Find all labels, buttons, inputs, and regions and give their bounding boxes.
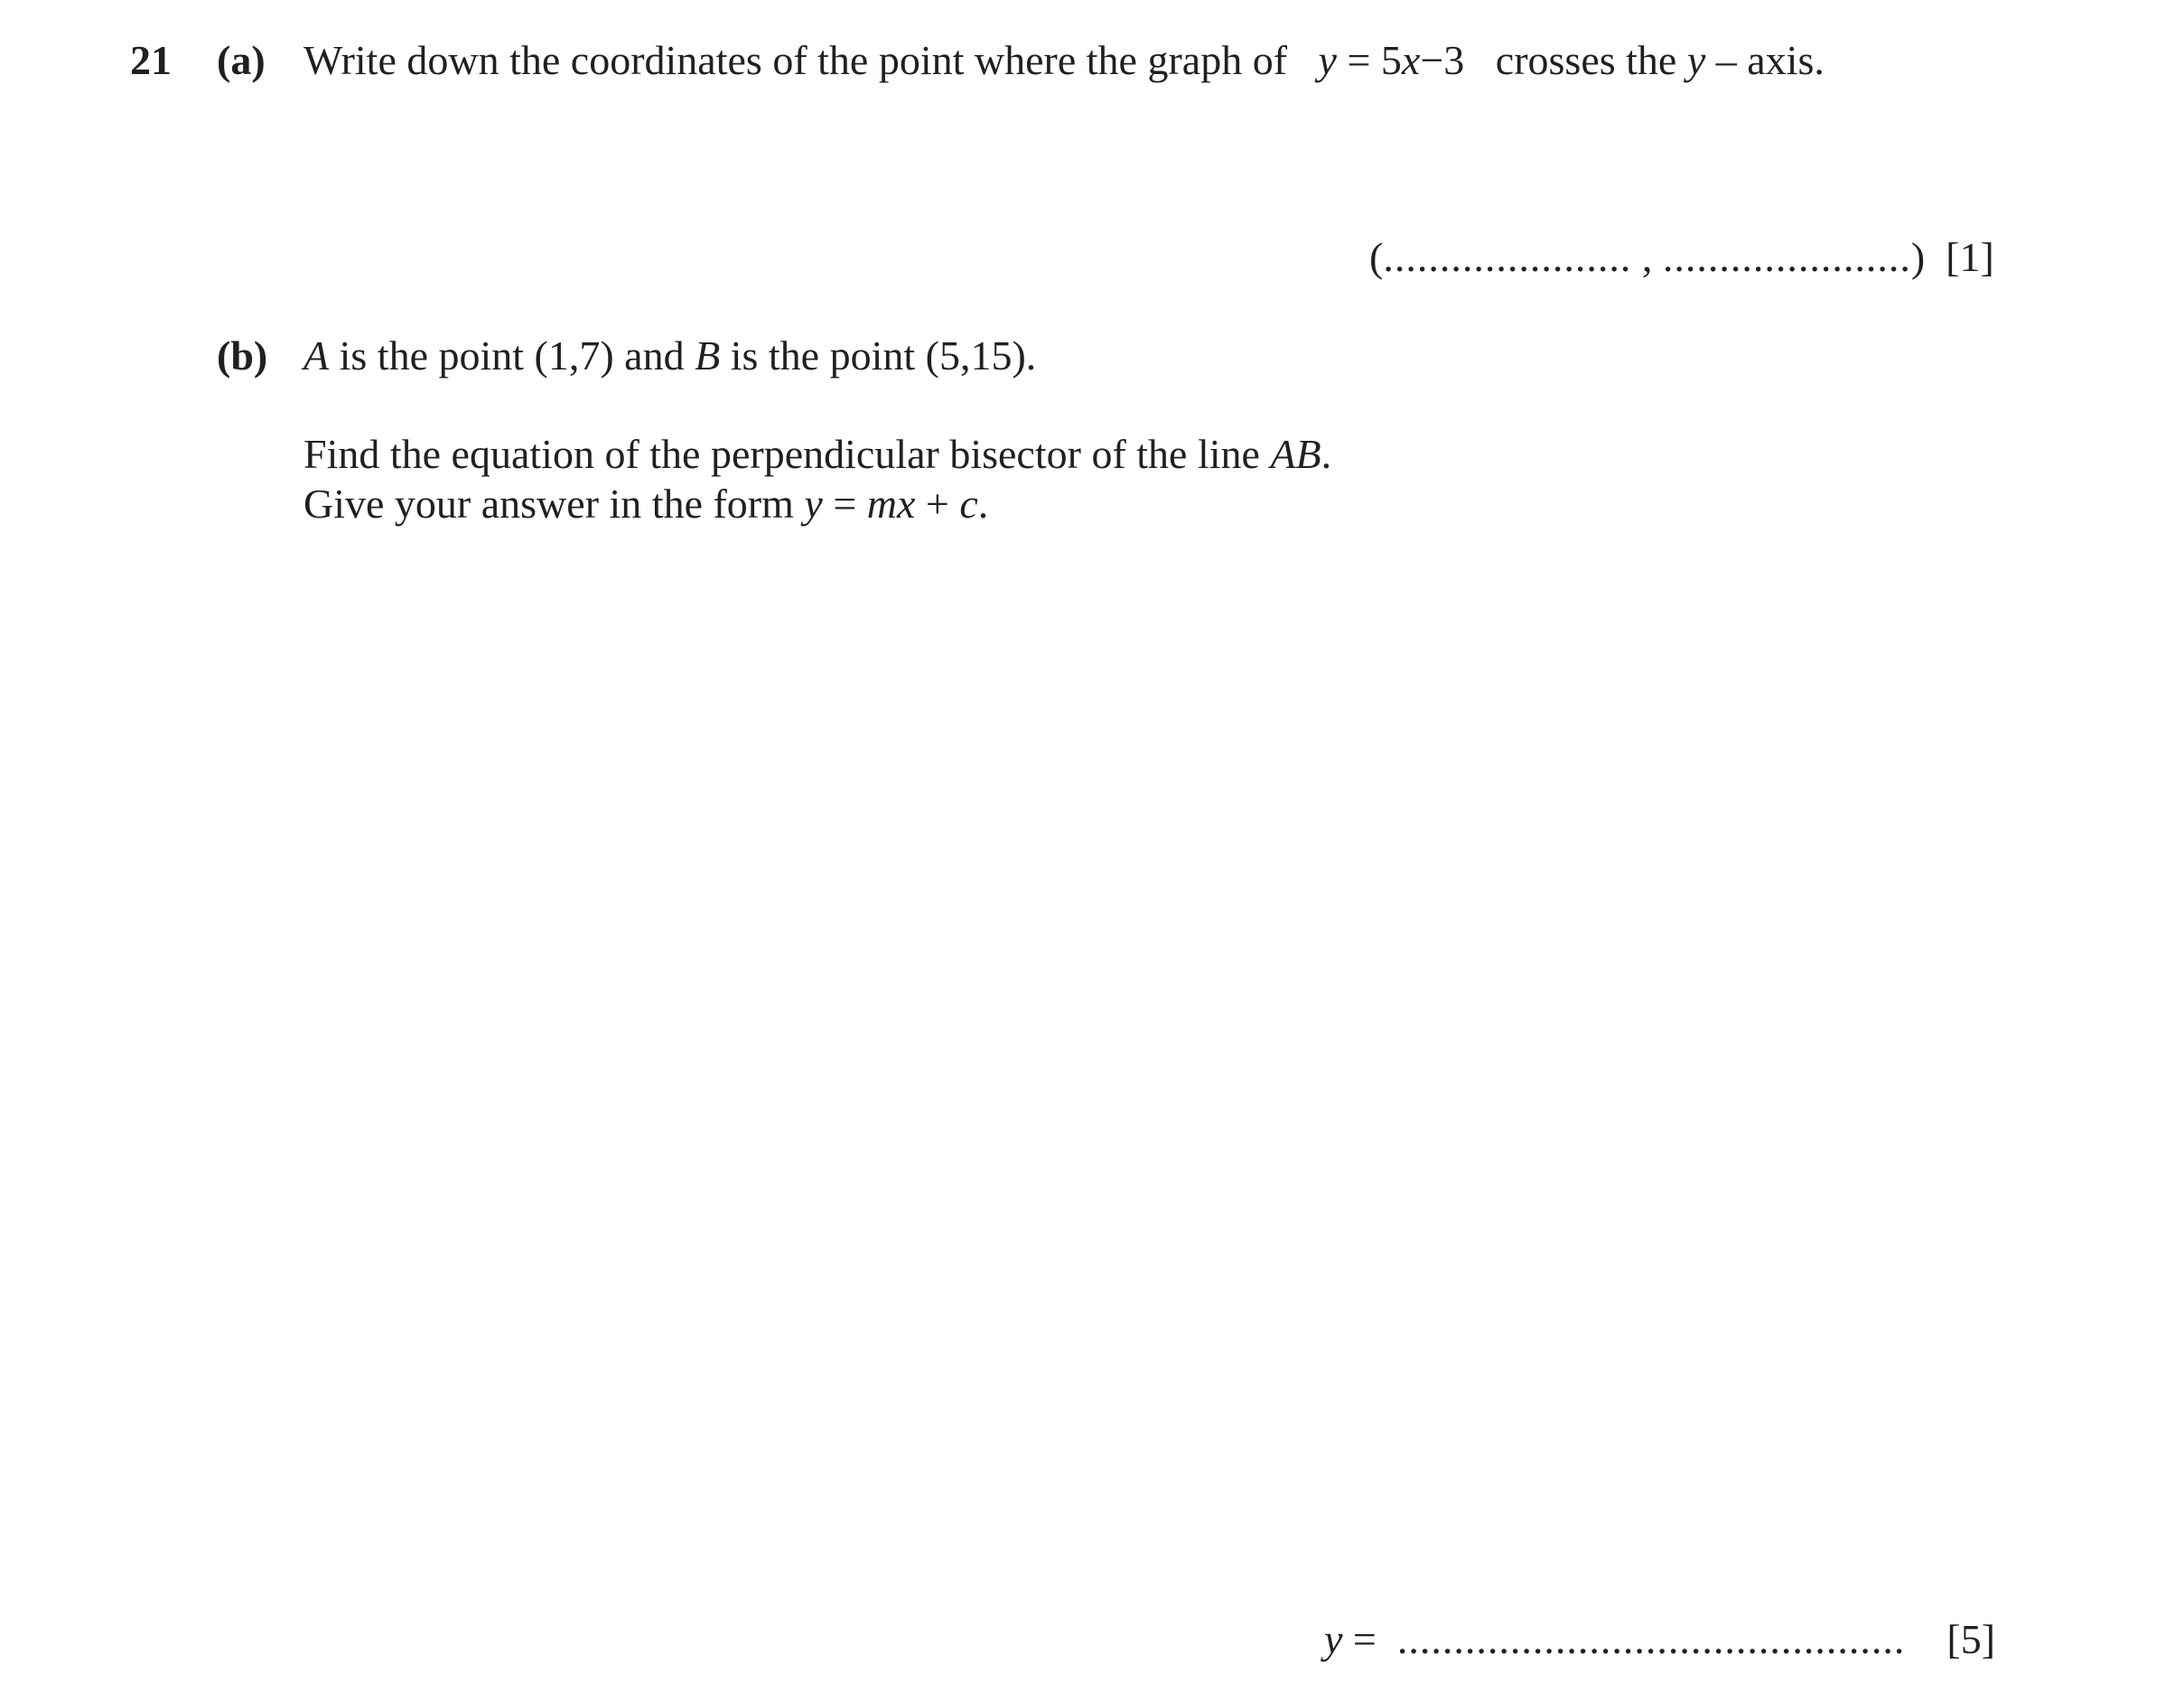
equation-end: −3 xyxy=(1420,37,1465,83)
part-a-text-after-end: – axis. xyxy=(1705,37,1825,83)
equation-rest: = 5 xyxy=(1336,37,1402,83)
point-a-text: is the point (1,7) and xyxy=(329,332,695,379)
equation-x: x xyxy=(1401,37,1421,83)
point-b-name: B xyxy=(695,332,721,379)
form-c: c xyxy=(959,481,978,527)
part-b-marks: [5] xyxy=(1946,1616,1996,1662)
form-plus: + xyxy=(915,481,960,527)
point-b-text: is the point (5,15). xyxy=(720,332,1037,379)
part-b-instruction-2 xyxy=(303,483,988,525)
part-a-label: (a) xyxy=(217,37,266,83)
part-a-question-text xyxy=(303,37,1825,83)
axis-y: y xyxy=(1686,37,1706,83)
answer-dots-y[interactable]: ...................... xyxy=(1662,234,1911,280)
part-b-answer-line[interactable] xyxy=(1324,1616,1996,1662)
part-a-answer-line[interactable] xyxy=(1369,234,1994,280)
answer-comma: , xyxy=(1631,234,1663,280)
answer-open-paren: ( xyxy=(1369,234,1384,280)
part-a-marks: [1] xyxy=(1946,234,1994,280)
part-b-points xyxy=(303,332,1037,379)
part-a-text-after: crosses the xyxy=(1495,37,1687,83)
question-number: 21 xyxy=(130,37,172,83)
answer-dots-x[interactable]: ...................... xyxy=(1383,234,1632,280)
form-eq: = xyxy=(822,481,867,527)
equation-y: y xyxy=(1318,37,1337,83)
part-a-text-before: Write down the coordinates of the point where the graph of xyxy=(303,37,1288,83)
answer-y: y xyxy=(1324,1616,1343,1662)
form-mx: mx xyxy=(866,481,916,527)
answer-dots[interactable]: ............................................. xyxy=(1396,1616,1906,1662)
answer-close-paren: ) xyxy=(1910,234,1926,280)
instruction-2-text: Give your answer in the form xyxy=(303,481,805,527)
part-b-instruction-1 xyxy=(303,431,1332,477)
point-a-name: A xyxy=(303,332,330,379)
instruction-1-end: . xyxy=(1321,431,1332,477)
instruction-1-text: Find the equation of the perpendicular bisector of the line xyxy=(303,431,1271,477)
form-end: . xyxy=(977,481,989,527)
answer-eq: = xyxy=(1342,1616,1377,1662)
line-ab: AB xyxy=(1270,431,1321,477)
part-b-label: (b) xyxy=(217,332,268,379)
form-y: y xyxy=(804,481,823,527)
